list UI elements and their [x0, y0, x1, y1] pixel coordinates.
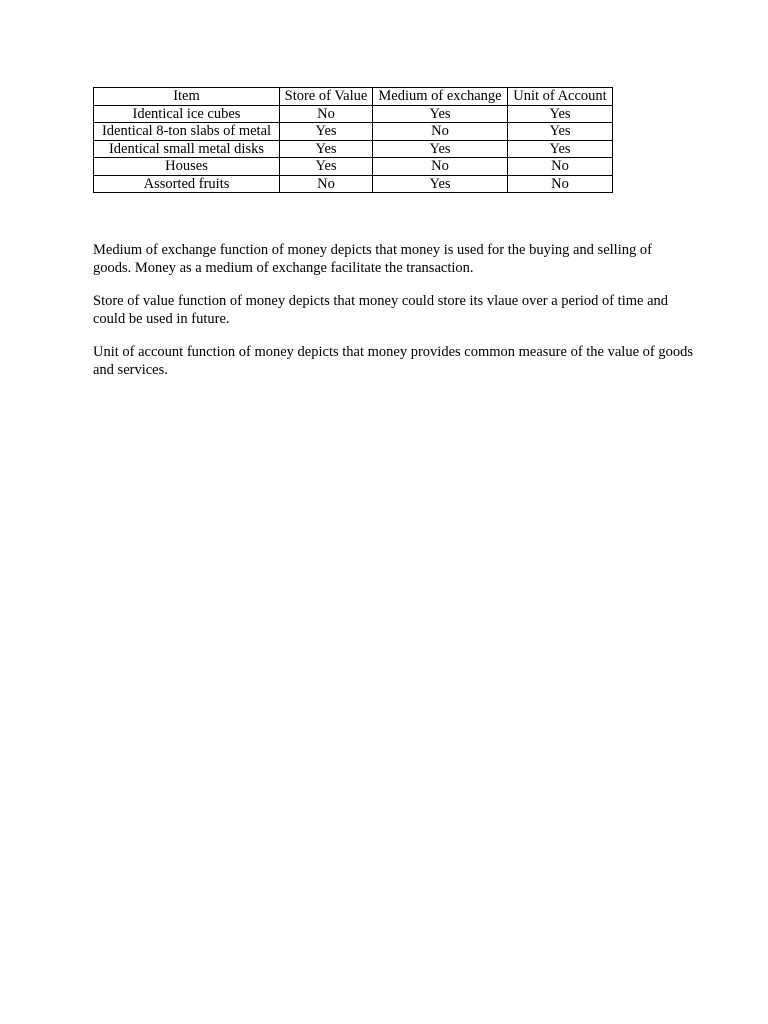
cell-unit-of-account: Yes — [508, 140, 613, 158]
cell-store-of-value: No — [280, 175, 373, 193]
header-unit-of-account: Unit of Account — [508, 88, 613, 106]
cell-store-of-value: Yes — [280, 158, 373, 176]
table-row — [94, 158, 613, 176]
cell-item: Identical 8-ton slabs of metal — [94, 123, 280, 141]
cell-store-of-value: Yes — [280, 123, 373, 141]
cell-item: Houses — [94, 158, 280, 176]
table-header-row — [94, 88, 613, 106]
cell-unit-of-account: Yes — [508, 105, 613, 123]
cell-medium-of-exchange: No — [373, 158, 508, 176]
cell-item: Assorted fruits — [94, 175, 280, 193]
cell-item: Identical ice cubes — [94, 105, 280, 123]
cell-store-of-value: Yes — [280, 140, 373, 158]
cell-medium-of-exchange: Yes — [373, 175, 508, 193]
unit-of-account-paragraph: Unit of account function of money depicts that money provides common measure of the value of goods and services. — [93, 344, 693, 378]
cell-item: Identical small metal disks — [94, 140, 280, 158]
table-row — [94, 123, 613, 141]
header-medium-of-exchange: Medium of exchange — [373, 88, 508, 106]
medium-of-exchange-paragraph: Medium of exchange function of money depicts that money is used for the buying and selling of goods. Money as a medium of exchange facilitate the transaction. — [93, 242, 652, 276]
table-container — [93, 87, 613, 193]
money-functions-table — [93, 87, 613, 193]
table-row — [94, 105, 613, 123]
cell-medium-of-exchange: No — [373, 123, 508, 141]
cell-medium-of-exchange: Yes — [373, 105, 508, 123]
store-of-value-paragraph: Store of value function of money depicts that money could store its vlaue over a period of time and could be used in future. — [93, 293, 669, 327]
cell-unit-of-account: No — [508, 158, 613, 176]
table-row — [94, 175, 613, 193]
header-store-of-value: Store of Value — [280, 88, 373, 106]
table-row — [94, 140, 613, 158]
cell-unit-of-account: Yes — [508, 123, 613, 141]
cell-unit-of-account: No — [508, 175, 613, 193]
cell-store-of-value: No — [280, 105, 373, 123]
cell-medium-of-exchange: Yes — [373, 140, 508, 158]
header-item: Item — [94, 88, 280, 106]
